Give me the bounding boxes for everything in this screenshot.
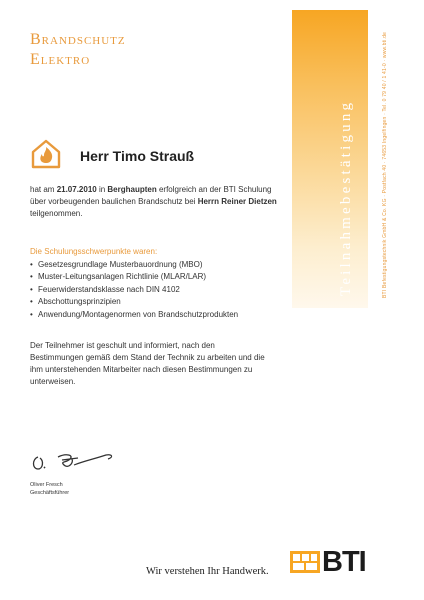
recipient-name: Herr Timo Strauß bbox=[80, 148, 195, 164]
topic-item: • Gesetzesgrundlage Musterbauordnung (MBO) bbox=[30, 259, 238, 271]
certificate-title: Teilnahmebestätigung bbox=[338, 99, 354, 296]
signer-name: Oliver Fresch bbox=[30, 482, 63, 488]
signer-role: Geschäftsführer bbox=[30, 490, 70, 496]
statement-part-3: erfolgreich an der BTI Schulung über vorbeugenden baulichen Brandschutz bei bbox=[30, 185, 272, 206]
topic-item: • Muster-Leitungsanlagen Richtlinie (MLAR/LAR) bbox=[30, 271, 238, 283]
signer-block bbox=[30, 481, 69, 497]
topics-list bbox=[30, 259, 238, 321]
department-header bbox=[30, 30, 126, 70]
statement-part-2: in bbox=[96, 185, 108, 194]
statement-part-1: hat am bbox=[30, 185, 57, 194]
course-place: Berghaupten bbox=[107, 185, 157, 194]
topic-item: • Anwendung/Montagenormen von Brandschutzprodukten bbox=[30, 309, 238, 321]
accent-band bbox=[292, 10, 368, 308]
header-line-1: Brandschutz bbox=[30, 31, 126, 48]
header-line-2: Elektro bbox=[30, 51, 91, 68]
course-date: 21.07.2010 bbox=[56, 185, 97, 194]
instructor-name: Herrn Reiner Dietzen bbox=[197, 197, 277, 206]
qualification-paragraph: Der Teilnehmer ist geschult und informiert, nach den Bestimmungen gemäß dem Stand der Technik zu arbeiten und die ihm unterstehenden Mitarbeiter nach diesen Bestimmungen zu unterweisen. bbox=[30, 341, 265, 386]
company-tagline: Wir verstehen Ihr Handwerk. bbox=[146, 566, 269, 577]
statement-part-4: teilgenommen. bbox=[30, 209, 83, 218]
topics-title: Die Schulungsschwerpunkte waren: bbox=[30, 247, 158, 256]
topic-item: • Abschottungsprinzipien bbox=[30, 296, 238, 308]
bti-logo-icon bbox=[290, 551, 320, 573]
company-address: BTI Befestigungstechnik GmbH & Co. KG · Postfach 40 · 74653 Ingelfingen · Tel. 0 79 40 / 1 41-0 · www.bti.de bbox=[382, 31, 388, 298]
topic-item: • Feuerwiderstandsklasse nach DIN 4102 bbox=[30, 284, 238, 296]
certificate-statement bbox=[30, 184, 280, 220]
fire-safety-icon bbox=[30, 138, 62, 170]
handwritten-signature bbox=[28, 449, 128, 477]
brand-logo-text: BTI bbox=[322, 546, 366, 578]
